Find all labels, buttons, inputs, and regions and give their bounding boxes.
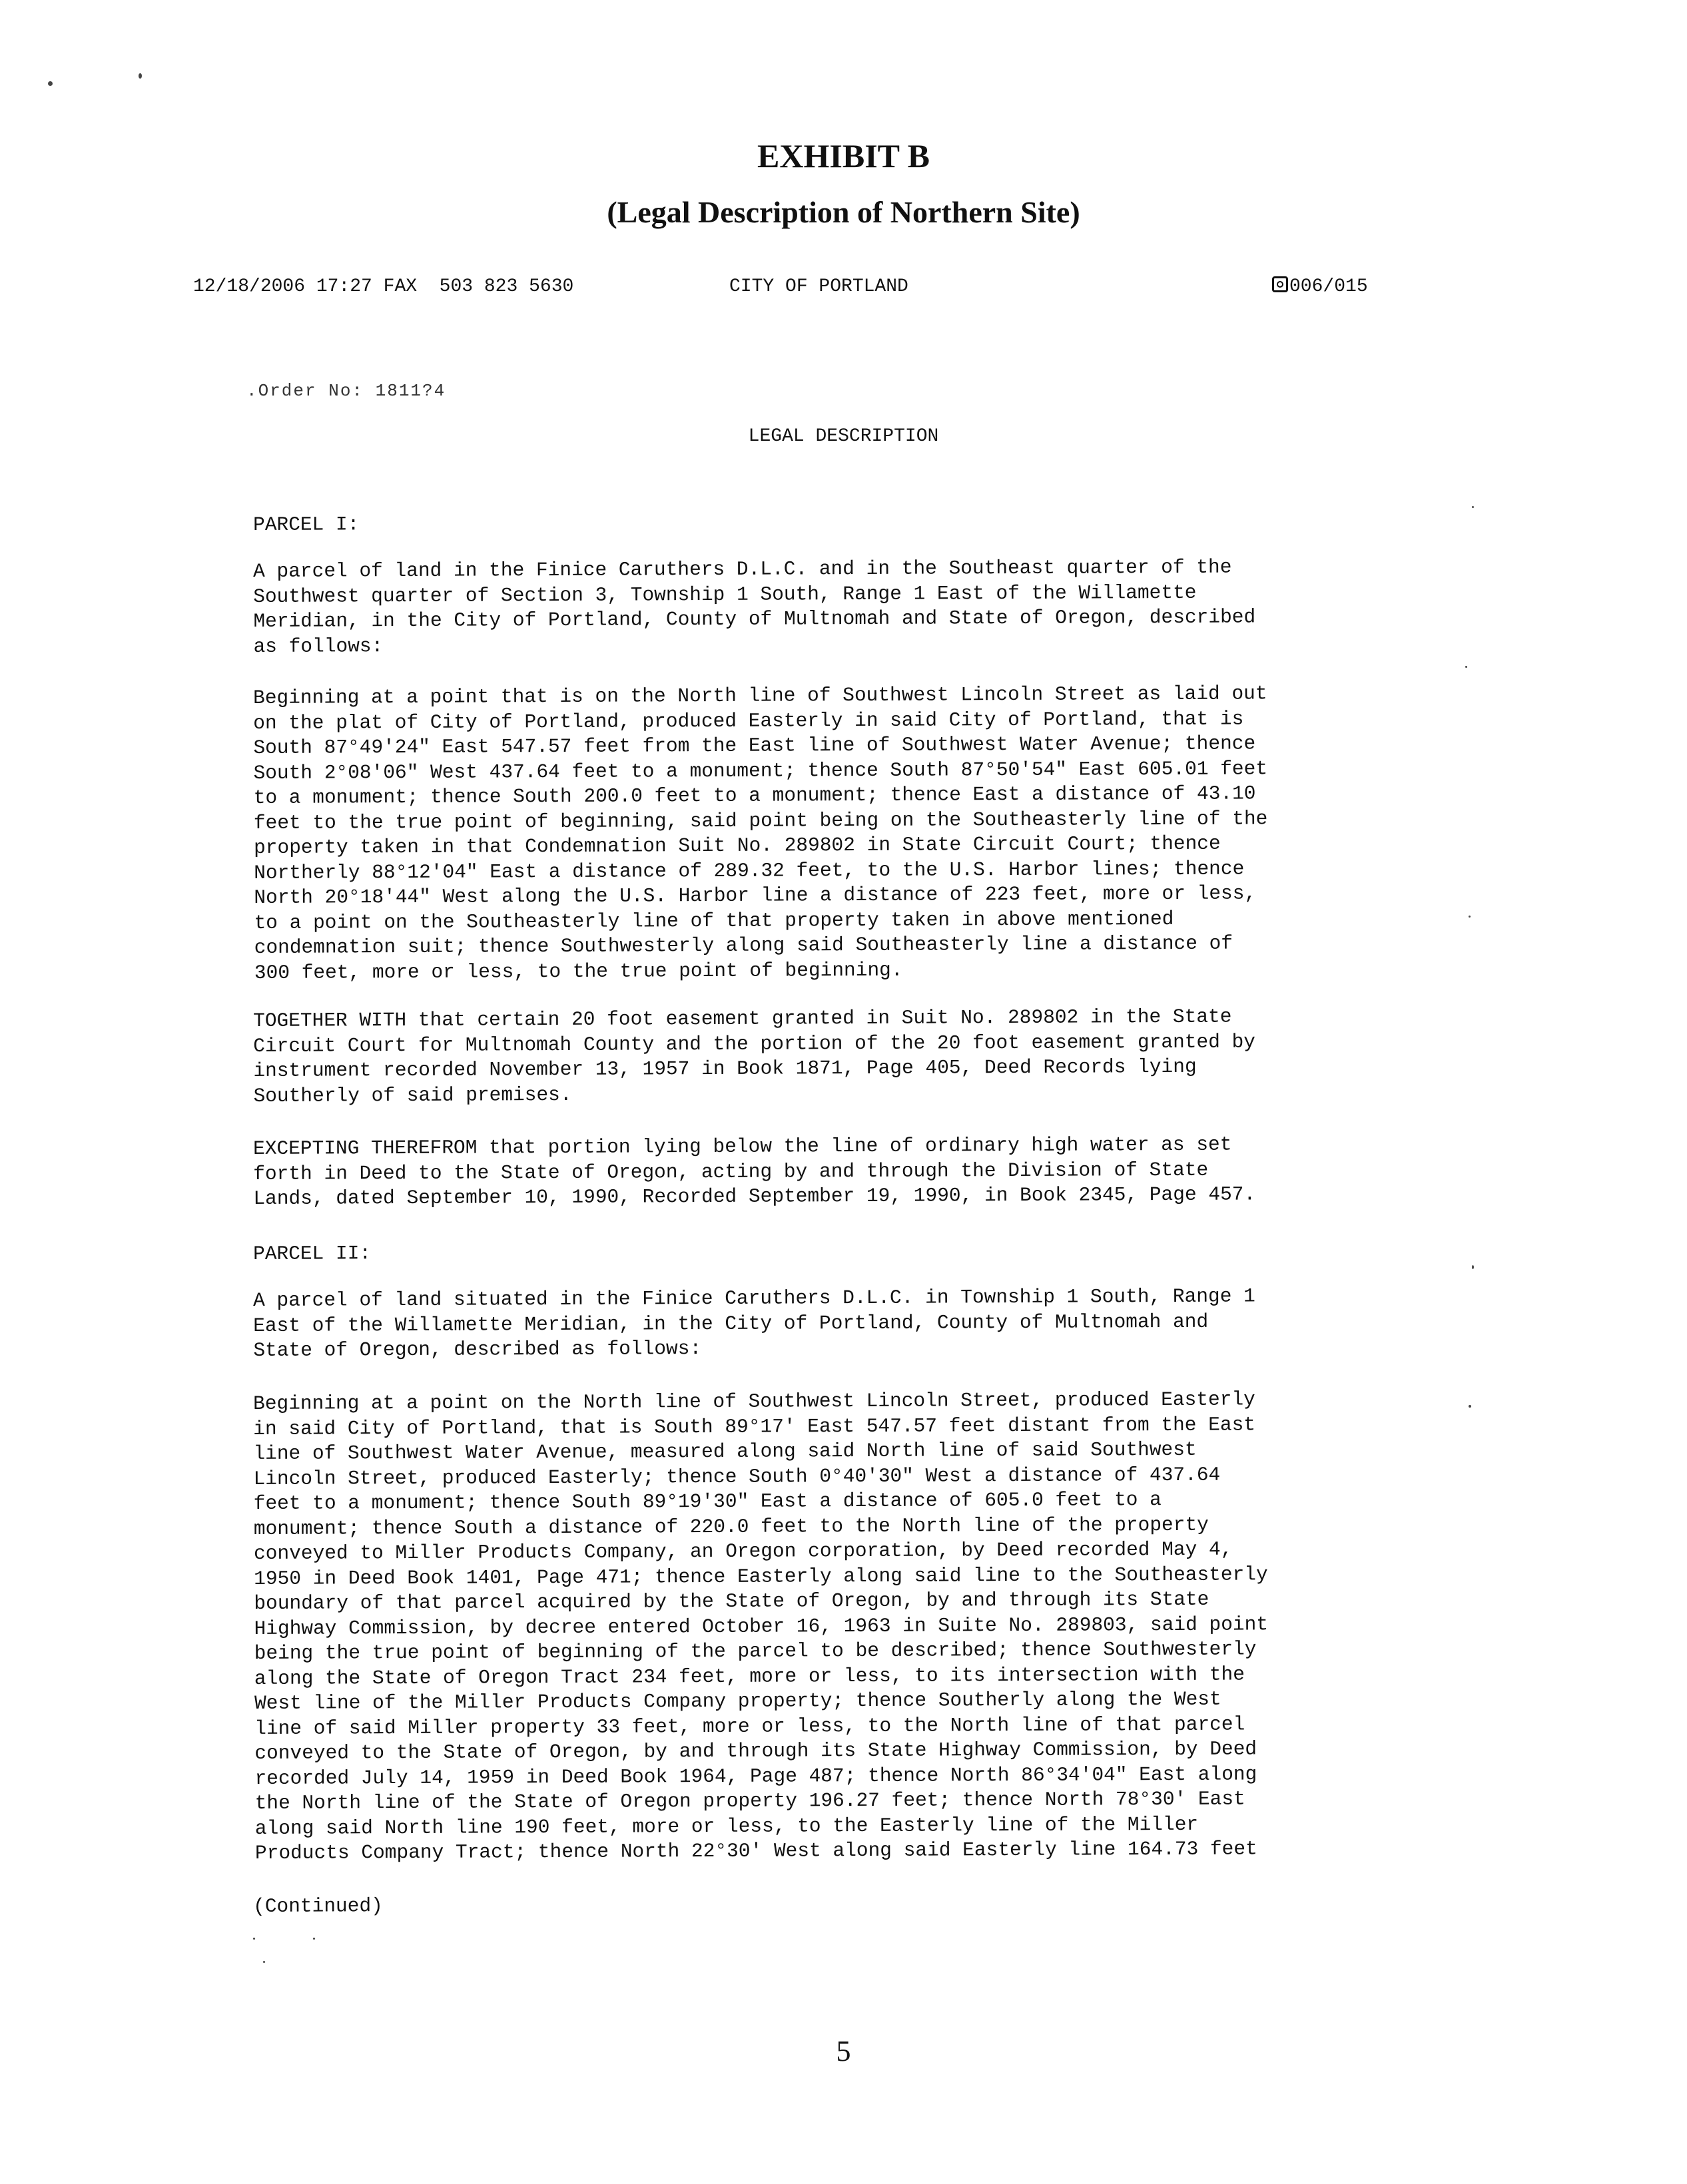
- fax-page-icon: [1272, 276, 1288, 292]
- scan-speck: [1469, 1405, 1471, 1408]
- parcel-1-together-with: TOGETHER WITH that certain 20 foot easement granted in Suit No. 289802 in the State Circuit Court for Multnomah County and the portion of the 20 foot easement granted by instrument recorded November 13, 1957 in Book 1871, Page 405, Deed Records lying Southerly of said premises.: [253, 1005, 1256, 1107]
- scan-speck: [1472, 1265, 1474, 1269]
- continued-label: (Continued): [253, 1894, 383, 1918]
- parcel-1-excepting: EXCEPTING THEREFROM that portion lying below the line of ordinary high water as set forth in Deed to the State of Oregon, acting by and through the Division of State Lands, dated September 10, 1990, Recorded September 19, 1990, in Book 2345, Page 457.: [253, 1133, 1256, 1210]
- parcel-2-beginning: Beginning at a point on the North line of Southwest Lincoln Street, produced Easterly in said City of Portland, that is South 89°17' East 547.57 feet distant from the East line of Southwest Water Avenue, measured along said North line of said Southwest Lincoln Street, produced Easterly; thence South 0°40'30" West a distance of 437.64 feet to a monument; thence South 89°19'30" East a distance of 605.0 feet to a monument; thence South a distance of 220.0 feet to the North line of the property conveyed to Miller Products Company, an Oregon corporation, by Deed recorded May 4, 1950 in Deed Book 1401, Page 471; thence Easterly along said line to the Southeasterly boundary of that parcel acquired by the State of Oregon, by and through its State Highway Commission, by decree entered October 16, 1963 in Suite No. 289803, said point being the true point of beginning of the parcel to be described; thence Southwesterly along the State of Oregon Tract 234 feet, more or less, to its intersection with the West line of the Miller Products Company property; thence Southerly along the West line of said Miller property 33 feet, more or less, to the North line of that parcel conveyed to the State of Oregon, by and through its State Highway Commission, by Deed recorded July 14, 1959 in Deed Book 1964, Page 487; thence North 86°34'04" East along the North line of the State of Oregon property 196.27 feet; thence North 78°30' East along said North line 190 feet, more or less, to the Easterly line of the Miller Products Company Tract; thence North 22°30' West along said Easterly line 164.73 feet: [253, 1388, 1269, 1864]
- scan-speck: [263, 1961, 265, 1963]
- page-number: 5: [836, 2035, 851, 2067]
- scan-speck: [1465, 666, 1467, 668]
- scan-speck: [1469, 916, 1471, 918]
- parcel-1-label: PARCEL I:: [253, 513, 360, 536]
- fax-page-count-wrap: [1272, 276, 1368, 297]
- scan-speck: [139, 73, 142, 79]
- exhibit-title: EXHIBIT B: [757, 137, 930, 174]
- parcel-2-label: PARCEL II:: [253, 1242, 372, 1265]
- exhibit-subtitle: (Legal Description of Northern Site): [607, 195, 1080, 229]
- fax-datetime-number: 12/18/2006 17:27 FAX 503 823 5630: [193, 276, 574, 297]
- scan-speck: [253, 1938, 255, 1940]
- parcel-1-beginning: Beginning at a point that is on the North line of Southwest Lincoln Street as laid out on the plat of City of Portland, produced Easterly in said City of Portland, that is South 87°49'24" East 547.57 feet from the East line of Southwest Water Avenue; thence South 2°08'06" West 437.64 feet to a monument; thence South 87°50'54" East 605.01 feet to a monument; thence South 200.0 feet to a monument; thence East a distance of 43.10 feet to the true point of beginning, said point being on the Southeasterly line of the property taken in that Condemnation Suit No. 289802 in State Circuit Court; thence Northerly 88°12'04" East a distance of 289.32 feet, to the U.S. Harbor lines; thence North 20°18'44" West along the U.S. Harbor line a distance of 223 feet, more or less, to a point on the Southeasterly line of that property taken in above mentioned condemnation suit; thence Southwesterly along said Southeasterly line a distance of 300 feet, more or less, to the true point of beginning.: [253, 682, 1268, 984]
- fax-page-count: 006/015: [1289, 276, 1368, 297]
- parcel-2-intro: A parcel of land situated in the Finice Caruthers D.L.C. in Township 1 South, Range 1 East of the Willamette Meridian, in the City of Portland, County of Multnomah and State of Oregon, described as follows:: [253, 1284, 1255, 1362]
- order-number: .Order No: 1811?4: [246, 381, 446, 401]
- scan-speck: [1472, 506, 1474, 508]
- parcel-1-intro: A parcel of land in the Finice Caruthers D.L.C. and in the Southeast quarter of the Southwest quarter of Section 3, Township 1 South, Range 1 East of the Willamette Meridian, in the City of Portland, County of Multnomah and State of Oregon, described as follows:: [253, 555, 1256, 658]
- scan-speck: [313, 1938, 315, 1940]
- fax-sender: CITY OF PORTLAND: [729, 276, 908, 297]
- scan-speck: [48, 81, 53, 86]
- legal-description-heading: LEGAL DESCRIPTION: [748, 426, 939, 447]
